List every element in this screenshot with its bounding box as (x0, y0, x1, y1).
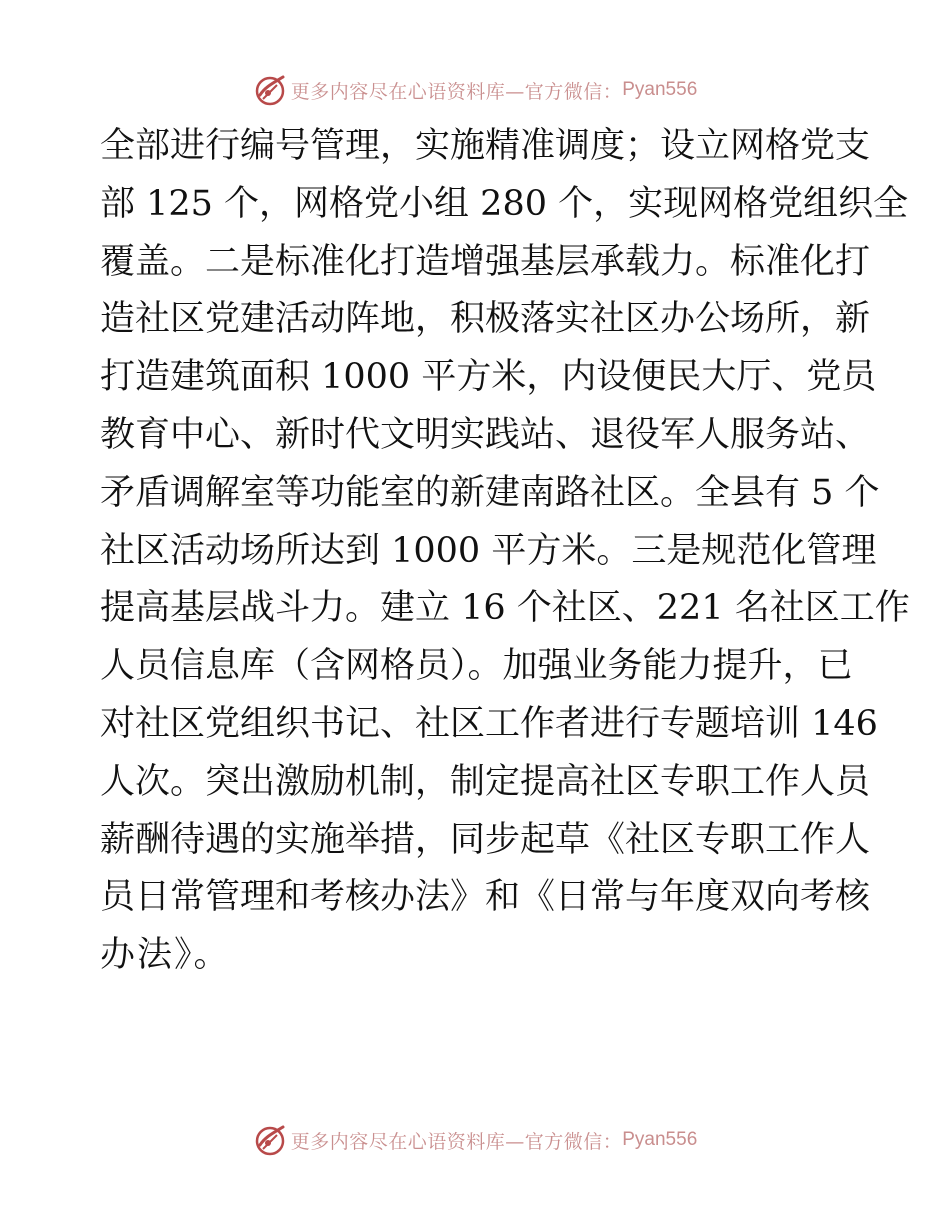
watermark-wechat-id: Pyan556 (622, 1129, 698, 1150)
watermark-wechat-id: Pyan556 (622, 79, 698, 100)
body-line: 薪酬待遇的实施举措，同步起草《社区专职工作人 (100, 819, 871, 860)
body-line: 人员信息库（含网格员）。加强业务能力提升，已 (100, 646, 853, 687)
header-watermark (0, 70, 950, 110)
logo-icon (253, 1123, 287, 1157)
body-line: 部 125 个，网格党小组 280 个，实现网格党组织全 (100, 183, 909, 224)
watermark-text: 更多内容尽在心语资料库—官方微信： (290, 80, 623, 103)
body-line: 打造建筑面积 1000 平方米，内设便民大厅、党员 (100, 357, 877, 398)
body-line: 社区活动场所达到 1000 平方米。三是规范化管理 (100, 530, 877, 571)
body-line: 覆盖。二是标准化打造增强基层承载力。标准化打 (100, 241, 871, 282)
body-line: 造社区党建活动阵地，积极落实社区办公场所，新 (100, 299, 871, 340)
logo-icon (253, 73, 287, 107)
body-line: 全部进行编号管理，实施精准调度；设立网格党支 (100, 126, 871, 166)
body-line: 矛盾调解室等功能室的新建南路社区。全县有 5 个 (100, 472, 880, 513)
body-line: 教育中心、新时代文明实践站、退役军人服务站、 (100, 414, 871, 455)
body-line: 提高基层战斗力。建立 16 个社区、221 名社区工作 (100, 588, 910, 629)
body-line: 对社区党组织书记、社区工作者进行专题培训 146 (100, 703, 878, 744)
document-body (100, 118, 910, 985)
watermark-text: 更多内容尽在心语资料库—官方微信： (290, 1130, 623, 1153)
body-line: 员日常管理和考核办法》和《日常与年度双向考核 (100, 877, 871, 918)
body-line: 办法》。 (100, 935, 231, 976)
footer-watermark (0, 1120, 950, 1160)
body-line: 人次。突出激励机制，制定提高社区专职工作人员 (100, 761, 871, 802)
